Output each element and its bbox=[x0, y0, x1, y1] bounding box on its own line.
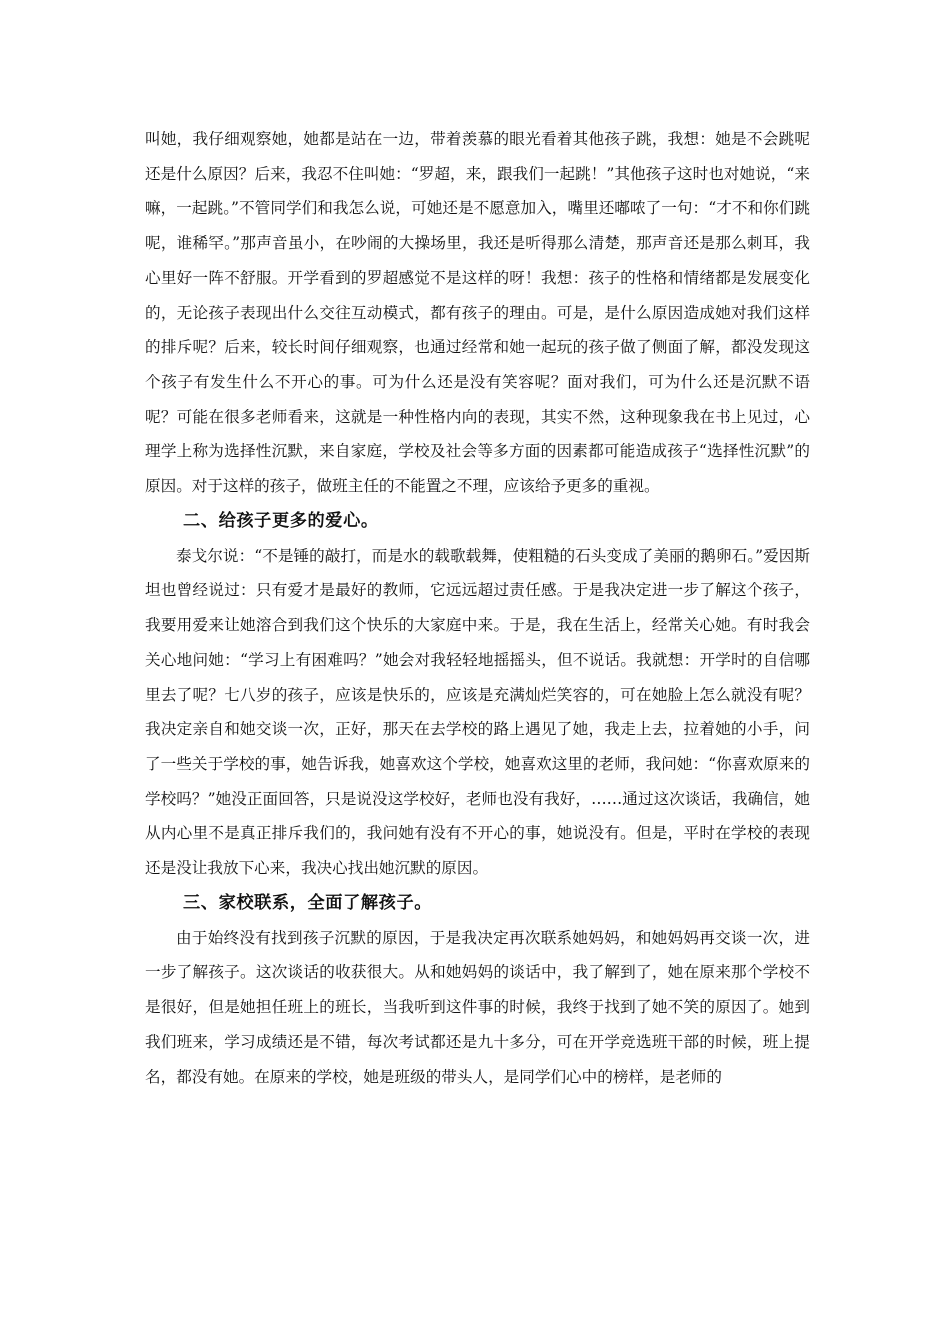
section-heading-3: 三、家校联系，全面了解孩子。 bbox=[183, 892, 433, 913]
body-paragraph-1: 叫她，我仔细观察她，她都是站在一边，带着羡慕的眼光看着其他孩子跳，我想：她是不会跳呢还是什么原因？后来，我忍不住叫她：“罗超，来，跟我们一起跳！”其他孩子这时也对她说，“来嘛，一起跳。”不管同学们和我怎么说，可她还是不愿意加入，嘴里还嘟哝了一句：“才不和你们跳呢，谁稀罕。”那声音虽小，在吵闹的大操场里，我还是听得那么清楚，那声音还是那么刺耳，我心里好一阵不舒服。开学看到的罗超感觉不是这样的呀！我想：孩子的性格和情绪都是发展变化的，无论孩子表现出什么交往互动模式，都有孩子的理由。可是，是什么原因造成她对我们这样的排斥呢？后来，较长时间仔细观察，也通过经常和她一起玩的孩子做了侧面了解，都没发现这个孩子有发生什么不开心的事。可为什么还是没有笑容呢？面对我们，可为什么还是沉默不语呢？可能在很多老师看来，这就是一种性格内向的表现，其实不然，这种现象我在书上见过，心理学上称为选择性沉默，来自家庭，学校及社会等多方面的因素都可能造成孩子“选择性沉默”的原因。对于这样的孩子，做班主任的不能置之不理，应该给予更多的重视。 bbox=[145, 130, 810, 496]
body-paragraph-3: 由于始终没有找到孩子沉默的原因，于是我决定再次联系她妈妈，和她妈妈再交谈一次，进一步了解孩子。这次谈话的收获很大。从和她妈妈的谈话中，我了解到了，她在原来那个学校不是很好，但是她担任班上的班长，当我听到这件事的时候，我终于找到了她不笑的原因了。她到我们班来，学习成绩还是不错，每次考试都还是九十多分，可在开学竞选班干部的时候，班上提名，都没有她。在原来的学校，她是班级的带头人，是同学们心中的榜样，是老师的 bbox=[145, 928, 810, 1086]
body-paragraph-2: 泰戈尔说：“不是锤的敲打，而是水的载歌载舞，使粗糙的石头变成了美丽的鹅卵石。”爱因斯坦也曾经说过：只有爱才是最好的教师，它远远超过责任感。于是我决定进一步了解这个孩子，我要用爱来让她溶合到我们这个快乐的大家庭中来。于是，我在生活上，经常关心她。有时我会关心地问她：“学习上有困难吗？”她会对我轻轻地摇摇头，但不说话。我就想：开学时的自信哪里去了呢？七八岁的孩子，应该是快乐的，应该是充满灿烂笑容的，可在她脸上怎么就没有呢？我决定亲自和她交谈一次，正好，那天在去学校的路上遇见了她，我走上去，拉着她的小手，问了一些关于学校的事，她告诉我，她喜欢这个学校，她喜欢这里的老师，我问她：“你喜欢原来的学校吗？”她没正面回答，只是说没这学校好，老师也没有我好，……通过这次谈话，我确信，她从内心里不是真正排斥我们的，我问她有没有不开心的事，她说没有。但是，平时在学校的表现还是没让我放下心来，我决心找出她沉默的原因。 bbox=[145, 546, 810, 878]
document-body bbox=[145, 122, 810, 1094]
section-heading-2: 二、给孩子更多的爱心。 bbox=[183, 510, 379, 531]
